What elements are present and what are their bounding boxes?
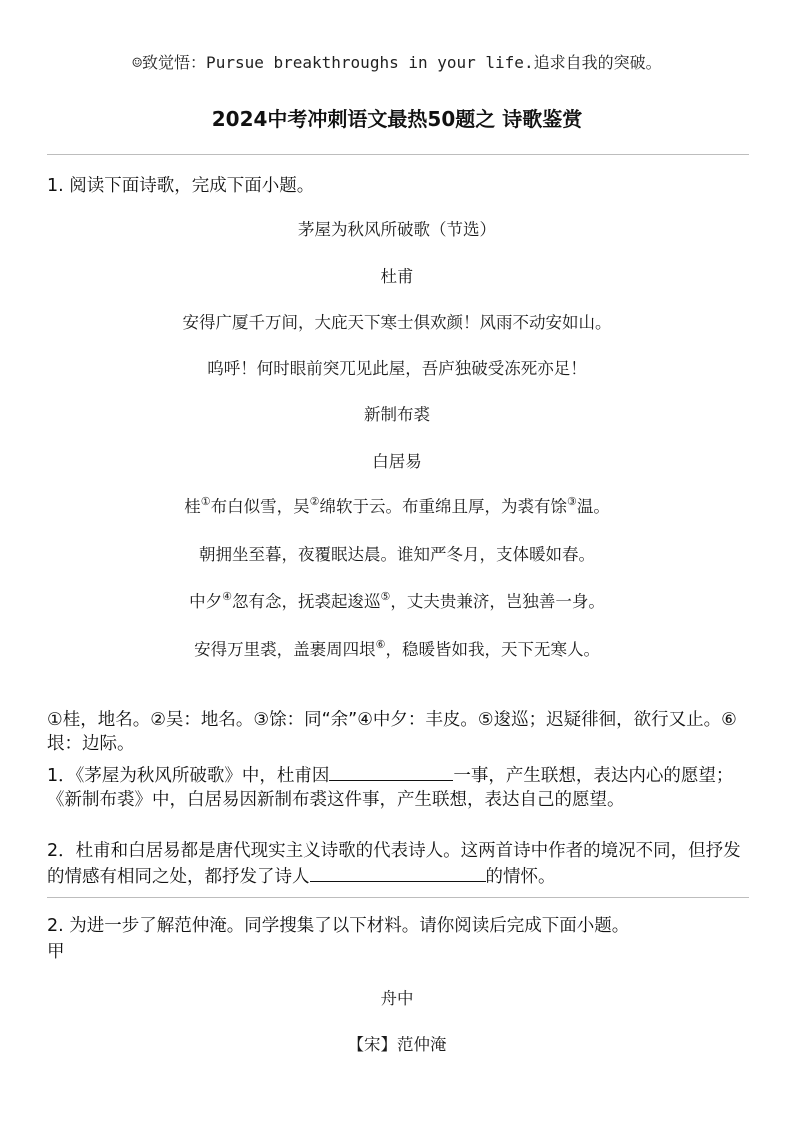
annotation-notes: ①桂，地名。②吴：地名。③馀：同“余”④中夕：丰皮。⑤逡巡；迟疑徘徊，欲行又止。⑥垠：边际。 bbox=[47, 710, 737, 754]
answer-blank[interactable] bbox=[329, 762, 453, 781]
poem2-title: 新制布裘 bbox=[364, 405, 430, 424]
poem1-author: 杜甫 bbox=[380, 267, 414, 286]
subquestion-2 bbox=[47, 839, 751, 889]
poem-text: ，丈夫贵兼济，岂独善一身。 bbox=[390, 592, 605, 611]
footnote-marker: ③ bbox=[566, 494, 577, 508]
poem-text: ，稳暖皆如我，天下无寒人。 bbox=[385, 640, 600, 659]
poem2-line bbox=[0, 588, 794, 612]
answer-blank[interactable] bbox=[310, 863, 486, 882]
page-title: 2024中考冲刺语文最热50题之 诗歌鉴赏 bbox=[211, 107, 583, 131]
subquestion-text: 1．《茅屋为秋风所破歌》中，杜甫因 bbox=[47, 766, 330, 786]
poem-text: 布白似雪，吴 bbox=[210, 497, 310, 516]
motto-line: ☺致觉悟：Pursue breakthroughs in your life.追求自我的突破。 bbox=[132, 53, 662, 72]
poem-text: 桂 bbox=[184, 497, 201, 516]
poem2-author: 白居易 bbox=[372, 452, 422, 471]
subquestion-1 bbox=[47, 762, 751, 812]
footnote-marker: ② bbox=[309, 494, 320, 508]
poem-text: 忽有念，抚裘起逡巡 bbox=[232, 592, 381, 611]
poem-text: 温。 bbox=[576, 497, 610, 516]
poem-text: 安得万里裘，盖裹周四垠 bbox=[194, 640, 376, 659]
material-label: 甲 bbox=[47, 942, 65, 962]
poem-text: 绵软于云。布重绵且厚，为裘有馀 bbox=[319, 497, 567, 516]
poem3-author: 【宋】范仲淹 bbox=[347, 1035, 447, 1054]
subquestion-text: 2．杜甫和白居易都是唐代现实主义诗歌的代表诗人。这两首诗中作者的境况不同，但抒发的情感有相同之处，都抒发了诗人 bbox=[47, 841, 741, 887]
poem3-title: 舟中 bbox=[380, 989, 414, 1008]
subquestion-text: 的情怀。 bbox=[485, 867, 556, 887]
footnote-marker: ④ bbox=[222, 589, 232, 603]
footnote-marker: ⑤ bbox=[380, 589, 391, 603]
poem2-line bbox=[0, 636, 794, 660]
footnote-marker: ① bbox=[200, 494, 211, 508]
divider bbox=[47, 897, 749, 898]
poem-text: 中夕 bbox=[189, 592, 223, 611]
poem1-title: 茅屋为秋风所破歌（节选） bbox=[298, 220, 496, 239]
poem1-line: 呜呼！何时眼前突兀见此屋，吾庐独破受冻死亦足！ bbox=[207, 359, 587, 378]
question-2-intro: 2. 为进一步了解范仲淹。同学搜集了以下材料。请你阅读后完成下面小题。 bbox=[47, 916, 630, 936]
subquestion-text: 一事，产生联想，表达内心的愿望；《新制布裘》中，白居易因新制布裘这件事，产生联想，表达自己的愿望。 bbox=[47, 766, 734, 810]
divider bbox=[47, 154, 749, 155]
poem2-line bbox=[0, 493, 794, 517]
footnote-marker: ⑥ bbox=[375, 637, 386, 651]
poem2-line: 朝拥坐至暮，夜覆眠达晨。谁知严冬月，支体暖如春。 bbox=[199, 545, 595, 564]
question-1-intro: 1. 阅读下面诗歌，完成下面小题。 bbox=[47, 176, 315, 196]
poem1-line: 安得广厦千万间，大庇天下寒士俱欢颜！风雨不动安如山。 bbox=[182, 313, 612, 332]
